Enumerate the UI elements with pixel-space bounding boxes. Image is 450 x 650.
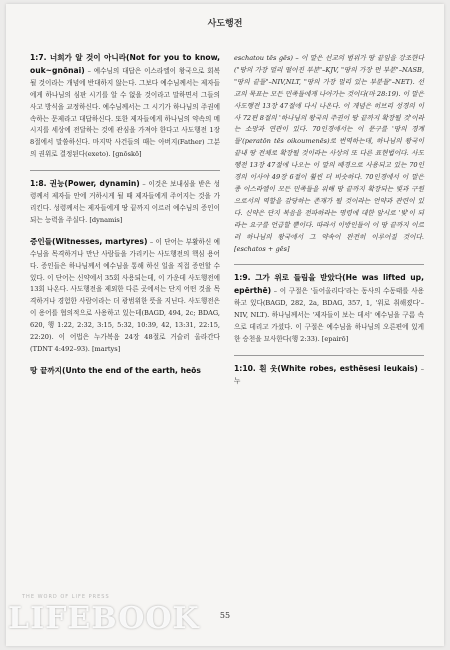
entry-1-9 bbox=[234, 272, 424, 345]
watermark-logo: LIFEBOOK bbox=[8, 601, 200, 636]
entry-heading: 1:10. 흰 옷(White robes, esthēsesi leukais) bbox=[234, 363, 418, 373]
entry-heading: 1:7. 너희가 알 것이 아니라(Not for you to know, ouk~gnōnai) bbox=[30, 53, 220, 75]
entry-1-10 bbox=[234, 363, 424, 388]
entry-heading: 1:9. 그가 위로 들림을 받았다(He was lifted up, epērthē) bbox=[234, 273, 424, 296]
entry-1-8-witnesses bbox=[30, 236, 220, 356]
running-title: 사도행전 bbox=[207, 19, 243, 29]
entry-text: – 누 bbox=[234, 364, 424, 385]
entry-heading: 증인들(Witnesses, martyres) bbox=[30, 236, 148, 246]
entry-continuation bbox=[234, 52, 424, 255]
entry-text: eschatou tēs gēs) – 이 말은 선교의 범위가 땅 끝임을 강조한다("땅의 가장 멀리 떨어진 부분"–KJV, "땅의 가장 먼 부분"–NASB, "땅의 끝들"–NIV,NLT, "땅의 가장 멀리 있는 부분들"–NET). 선교의 목표는 모든 민족들에게 나아가는 것이다(마 28:19). 이 말은 사도행전 13장 47절에 다시 나온다. 이 개념은 히브리 성경의 이사 72편 8절의 '하나님의 왕국의 주권이 땅 끝까지 확장될 것'이라는 소망과 연관이 있다. 70인경에서는 이 문구를 '땅의 경계들'(peratōn tēs oikoumenēs)로 번역하는데, 하나님의 왕국이 끝내 땅 전체로 확장될 것이라는 사상의 또 다른 표현법이다. 사도행전 13장 47절에 나오는 이 말의 배경으로 사용되고 있는 70인경의 이사야 49장 6절이 훨씬 더 비슷하다. 70인경에서 이 말은 종 이스라엘이 모든 민족들을 위해 땅 끝까지 확장되는 빛과 구원으로서의 역할을 감당하는 존재가 될 것이라는 언약과 관련이 있다. 신약은 단지 복음을 전파하라는 명령에 대한 암시로 '빛'이 되라는 요구를 언급할 뿐이다. 따라서 이방인들이 이 땅 끝까지 이르러 하나님의 왕국에서 그 약속이 완전히 이루어질 것이다. [eschatos + gēs] bbox=[234, 54, 424, 253]
entry-1-8-power bbox=[30, 178, 220, 227]
entry-heading: 1:8. 권능(Power, dynamin) bbox=[30, 179, 140, 189]
entry-text: – 예수님의 대답은 이스라엘이 왕국으로 회복될 것이라는 개념에 반대하지 않는다. 그보다 예수님께서는 제자들에게 하나님의 심판 시기를 알 수 없을 것이라고 말하면서 그들의 사고 방식을 교정하신다. 예수님께서는 그 시기가 하나님의 주권에 속하는 문제라고 대답하신다. 또한 제자들에게 하나님의 약속의 메시지를 세상에 전달하는 것에 관심을 가져야 한다고 사도행전 1장 8절에서 말씀하신다. 마지막 사건들의 때는 아버지(Father) 그분의 권위로 결정된다(exeto). [gnōskō] bbox=[30, 66, 220, 159]
book-page bbox=[6, 4, 444, 646]
entry-1-8-end-of-earth bbox=[30, 365, 220, 378]
entry-1-7 bbox=[30, 52, 220, 161]
right-column bbox=[234, 52, 424, 397]
left-column bbox=[30, 52, 220, 387]
entry-heading: 땅 끝까지(Unto the end of the earth, heōs bbox=[30, 365, 201, 375]
page-number: 55 bbox=[219, 611, 231, 620]
entry-text: – 이 단어는 부활하신 예수님을 목격하거나 만난 사람들을 가리키는 사도행전의 핵심 용어다. 증인들은 하나님께서 예수님을 통해 하신 일을 직접 증언할 수 있다. 이 단어는 신약에서 35회 사용되는데, 이 가운데 사도행전에 13회 나온다. 사도행전을 제외한 다른 곳에서는 단지 어떤 것을 목격하거나 경험한 사람이라는 더 광범위한 뜻을 지닌다. 사도행전은 이 용어를 협의적으로 사용하고 있는데(BAGD, 494, 2c; BDAG, 620, 행 1:22, 2:32, 3:15, 5:32, 10:39, 42, 13:31, 22:15, 22:20). 이 어법은 누가복음 24장 48절로 거슬러 올라간다(TDNT 4:492–93). [martys] bbox=[30, 237, 220, 353]
section-divider bbox=[234, 264, 424, 265]
section-divider bbox=[30, 170, 220, 171]
entry-text: – 이것은 보내심을 받은 성령께서 제자들 안에 거하시게 될 때 제자들에게 주어지는 것을 가리킨다. 성령께서는 제자들에게 땅 끝까지 이르러 예수님의 증인이 되는 능력을 주실다. [dynamis] bbox=[30, 180, 220, 224]
entry-text: – 이 구절은 '들어올리다'라는 동사의 수동태를 사용하고 있다(BAGD, 282, 2a, BDAG, 357, 1, '위로 취해졌다'–NIV, NLT). 하나님께서는 '제자들이 보는 데서' 예수님을 구름 속으로 데리고 가셨다. 이 구절은 예수님을 하나님의 오른편에 있게 한 승천을 묘사한다(행 2:33). [epairō] bbox=[234, 287, 424, 343]
watermark-tagline: THE WORD OF LIFE PRESS bbox=[22, 594, 110, 600]
section-divider bbox=[234, 355, 424, 356]
